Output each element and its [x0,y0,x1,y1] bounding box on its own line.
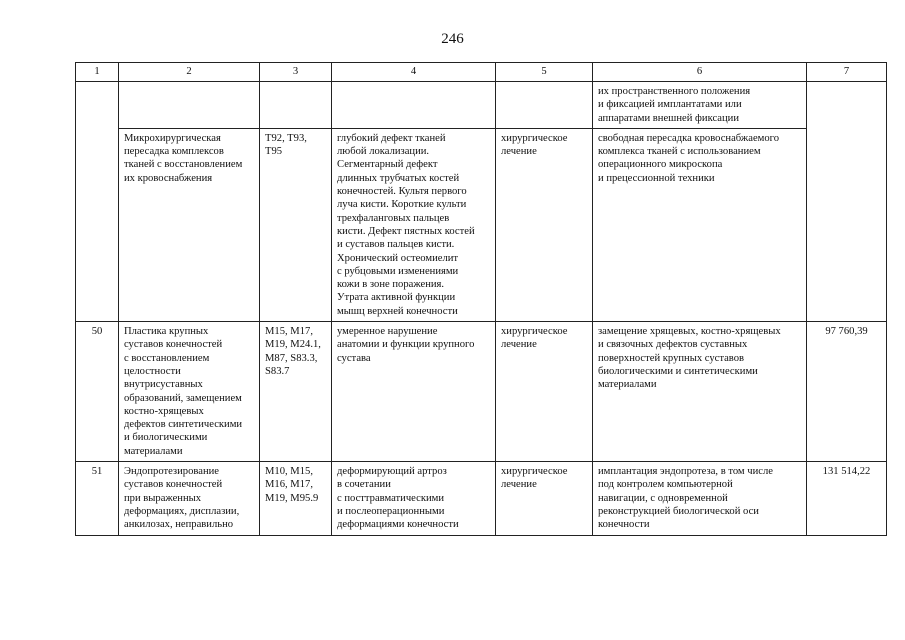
icd-codes-cell [260,82,332,129]
row-number-cell: 50 [76,322,119,462]
column-header-5: 5 [496,63,593,82]
service-name-cell: Пластика крупных суставов конечностей с восстановлением целостности внутрисуставных образований, замещением костно-хрящевых дефектов синтетическими и биологическими материалами [119,322,260,462]
icd-codes-cell: T92, T93, T95 [260,128,332,321]
treatment-type-cell: хирургическое лечение [496,128,593,321]
page-number: 246 [441,31,464,47]
diagnosis-cell [332,82,496,129]
column-header-6: 6 [593,63,807,82]
service-name-cell: Микрохирургическая пересадка комплексов тканей с восстановлением их кровоснабжения [119,128,260,321]
cost-cell: 97 760,39 [807,322,887,462]
column-header-7: 7 [807,63,887,82]
treatment-type-cell: хирургическое лечение [496,462,593,535]
diagnosis-cell: глубокий дефект тканей любой локализации. Сегментарный дефект длинных трубчатых костей конечностей. Культя первого луча кисти. Короткие культи трехфаланговых пальцев кисти. Дефект пястных костей и суставов пальцев кисти. Хронический остеомиелит с рубцовыми изменениями кожи в зоне поражения. Утрата активной функции мышц верхней конечности [332,128,496,321]
column-header-1: 1 [76,63,119,82]
treatment-method-cell: имплантация эндопротеза, в том числе под контролем компьютерной навигации, с одновременной реконструкцией биологической оси конечности [593,462,807,535]
diagnosis-cell: умеренное нарушение анатомии и функции крупного сустава [332,322,496,462]
column-header-2: 2 [119,63,260,82]
service-name-cell [119,82,260,129]
treatment-method-cell: свободная пересадка кровоснабжаемого комплекса тканей с использованием операционного микроскопа и прецессионной техники [593,128,807,321]
cost-cell: 131 514,22 [807,462,887,535]
medical-services-table [75,62,887,536]
table-row [76,128,887,321]
treatment-type-cell [496,82,593,129]
column-number-row [76,63,887,82]
treatment-method-cell: их пространственного положения и фиксацией имплантатами или аппаратами внешней фиксации [593,82,807,129]
treatment-type-cell: хирургическое лечение [496,322,593,462]
service-name-cell: Эндопротезирование суставов конечностей при выраженных деформациях, дисплазии, анкилозах, неправильно [119,462,260,535]
icd-codes-cell: M10, M15, M16, M17, M19, M95.9 [260,462,332,535]
row-number-cell [76,82,119,322]
column-header-4: 4 [332,63,496,82]
table-row [76,462,887,535]
column-header-3: 3 [260,63,332,82]
diagnosis-cell: деформирующий артроз в сочетании с посттравматическими и послеоперационными деформациями конечности [332,462,496,535]
row-number-cell: 51 [76,462,119,535]
treatment-method-cell: замещение хрящевых, костно-хрящевых и связочных дефектов суставных поверхностей крупных суставов биологическими и синтетическими материалами [593,322,807,462]
icd-codes-cell: M15, M17, M19, M24.1, M87, S83.3, S83.7 [260,322,332,462]
table-row [76,82,887,129]
cost-cell [807,82,887,322]
table-row [76,322,887,462]
